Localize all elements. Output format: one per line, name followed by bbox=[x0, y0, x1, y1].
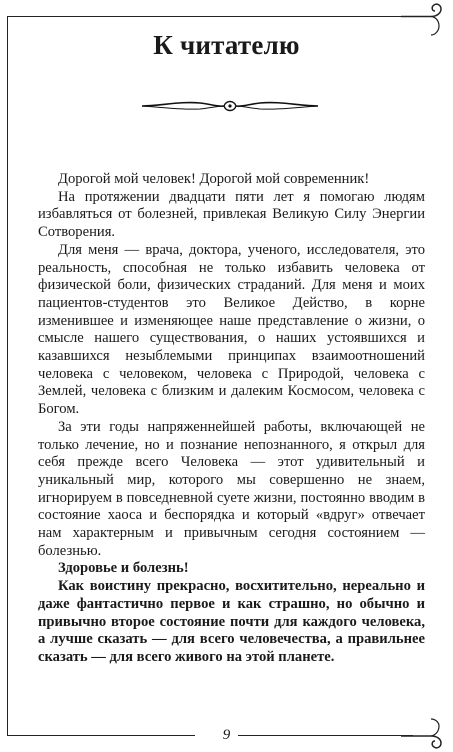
paragraph: Дорогой мой человек! Дорогой мой современник! bbox=[58, 171, 370, 187]
bold-paragraph: Здоровье и болезнь! bbox=[58, 560, 189, 577]
bold-paragraph: Как воистину прекрасно, восхитительно, нереально и даже фантастично первое и как страшно, но обычно и привычно второе состояние почти для каждого человека, а лучше сказать — для всего человечества, а правильнее сказать — для всего живого на этой планете. bbox=[38, 578, 425, 665]
page-number: 9 bbox=[222, 727, 231, 743]
paragraph: Для меня — врача, доктора, ученого, исследователя, это реальность, способная не только избавить человека от физической боли, физических страданий. Для меня и моих пациентов-студентов это Великое Действо, в корне изменившее и изменяющее наше представление о жизни, о смысле нашего существования, о наших устоявшихся и казавшихся незыблемыми принципах взаимоотношений человека с человеком, человека с Природой, человека с Землей, человека с близким и далеким Космосом, человека с Богом. bbox=[38, 241, 425, 418]
paragraph: За эти годы напряженнейшей работы, включающей не только лечение, но и познание непознанного, я открыл для себя прежде всего Человека — этот удивительный и уникальный мир, которого мы совершенно не знаем, игнорируем в повседневной суете жизни, постоянно вводим в состояние хаоса и беспорядка и который «вдруг» отвечает нам характерным и привычным сегодня состоянием — болезнью. bbox=[38, 418, 425, 559]
body-text bbox=[38, 171, 425, 667]
page-title: К читателю bbox=[153, 30, 300, 60]
frame-left-border bbox=[7, 16, 8, 736]
frame-top-border bbox=[7, 16, 415, 17]
ornament-divider-icon bbox=[140, 97, 320, 115]
paragraph: На протяжении двадцати пяти лет я помогаю людям избавляться от болезней, привлекая Великую Силу Энергии Сотворения. bbox=[38, 188, 425, 241]
